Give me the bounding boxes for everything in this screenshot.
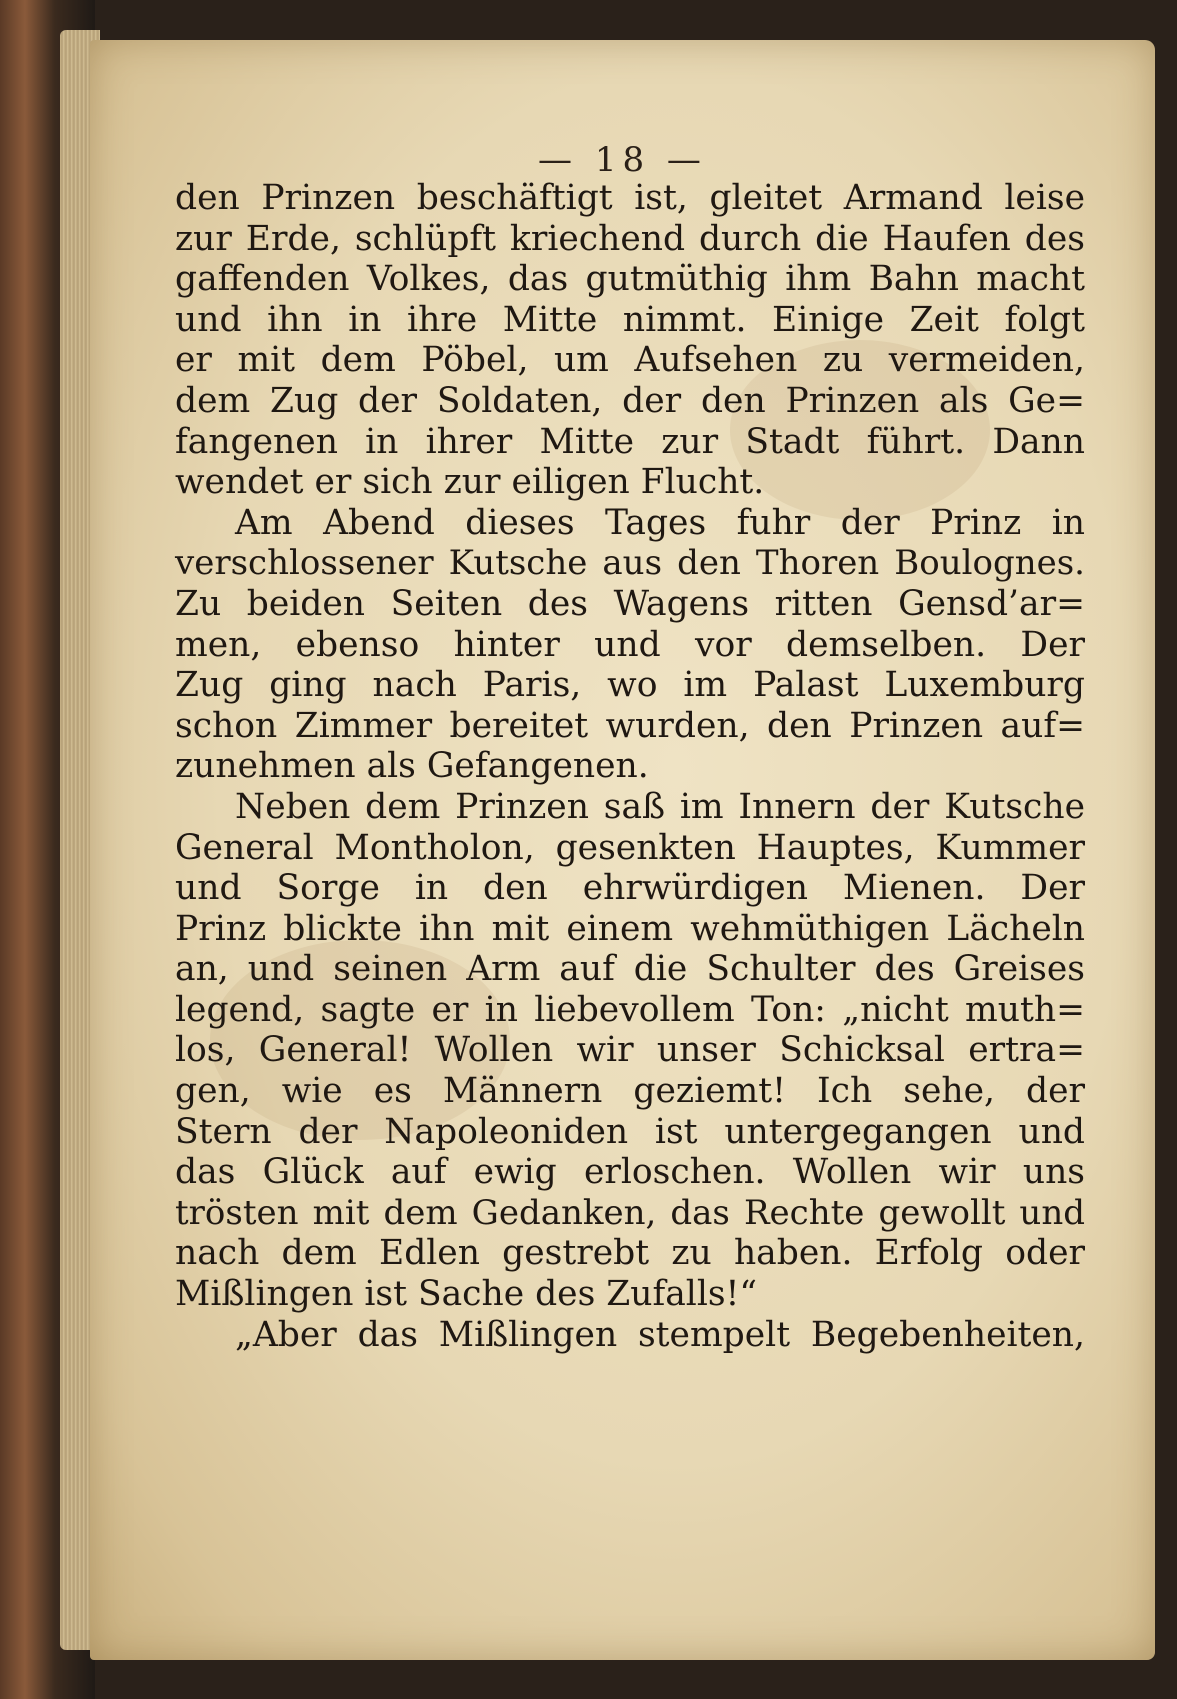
text-line: fangenen in ihrer Mitte zur Stadt führt. Dann xyxy=(175,421,1085,462)
text-line: schon Zimmer bereitet wurden, den Prinzen auf= xyxy=(175,705,1085,746)
text-line: gaffenden Volkes, das gutmüthig ihm Bahn macht xyxy=(175,259,1085,300)
text-line: General Montholon, gesenkten Hauptes, Kummer xyxy=(175,827,1085,868)
text-line: das Glück auf ewig erloschen. Wollen wir uns xyxy=(175,1152,1085,1193)
text-line: verschlossener Kutsche aus den Thoren Boulognes. xyxy=(175,543,1085,584)
page-number: — 18 — xyxy=(538,140,707,180)
text-line: Mißlingen ist Sache des Zufalls!“ xyxy=(175,1274,758,1315)
text-line: und Sorge in den ehrwürdigen Mienen. Der xyxy=(175,868,1085,909)
text-line: men, ebenso hinter und vor demselben. Der xyxy=(175,624,1085,665)
text-line: gen, wie es Männern geziemt! Ich sehe, der xyxy=(175,1071,1085,1112)
text-line: „Aber das Mißlingen stempelt Begebenheiten, xyxy=(235,1314,1085,1355)
text-line: zunehmen als Gefangenen. xyxy=(175,746,649,787)
text-line: Prinz blickte ihn mit einem wehmüthigen Lächeln xyxy=(175,908,1085,949)
text-line: nach dem Edlen gestrebt zu haben. Erfolg oder xyxy=(175,1233,1085,1274)
text-line: trösten mit dem Gedanken, das Rechte gewollt und xyxy=(175,1192,1085,1233)
text-line: los, General! Wollen wir unser Schicksal ertra= xyxy=(175,1030,1085,1071)
text-line: legend, sagte er in liebevollem Ton: „nicht muth= xyxy=(175,989,1085,1030)
page-text xyxy=(175,178,1085,1355)
text-line: Zu beiden Seiten des Wagens ritten Gensd’ar= xyxy=(175,583,1085,624)
text-line: Stern der Napoleoniden ist untergegangen und xyxy=(175,1111,1085,1152)
text-line: und ihn in ihre Mitte nimmt. Einige Zeit folgt xyxy=(175,299,1085,340)
text-line: Am Abend dieses Tages fuhr der Prinz in xyxy=(235,502,1085,543)
text-line: zur Erde, schlüpft kriechend durch die Haufen des xyxy=(175,218,1085,259)
text-line: an, und seinen Arm auf die Schulter des Greises xyxy=(175,949,1085,990)
text-line: wendet er sich zur eiligen Flucht. xyxy=(175,462,765,503)
text-line: Neben dem Prinzen saß im Innern der Kutsche xyxy=(235,786,1085,827)
text-line: er mit dem Pöbel, um Aufsehen zu vermeiden, xyxy=(175,340,1085,381)
text-line: Zug ging nach Paris, wo im Palast Luxemburg xyxy=(175,665,1085,706)
text-line: den Prinzen beschäftigt ist, gleitet Armand leise xyxy=(175,178,1085,218)
text-line: dem Zug der Soldaten, der den Prinzen als Ge= xyxy=(175,380,1085,421)
